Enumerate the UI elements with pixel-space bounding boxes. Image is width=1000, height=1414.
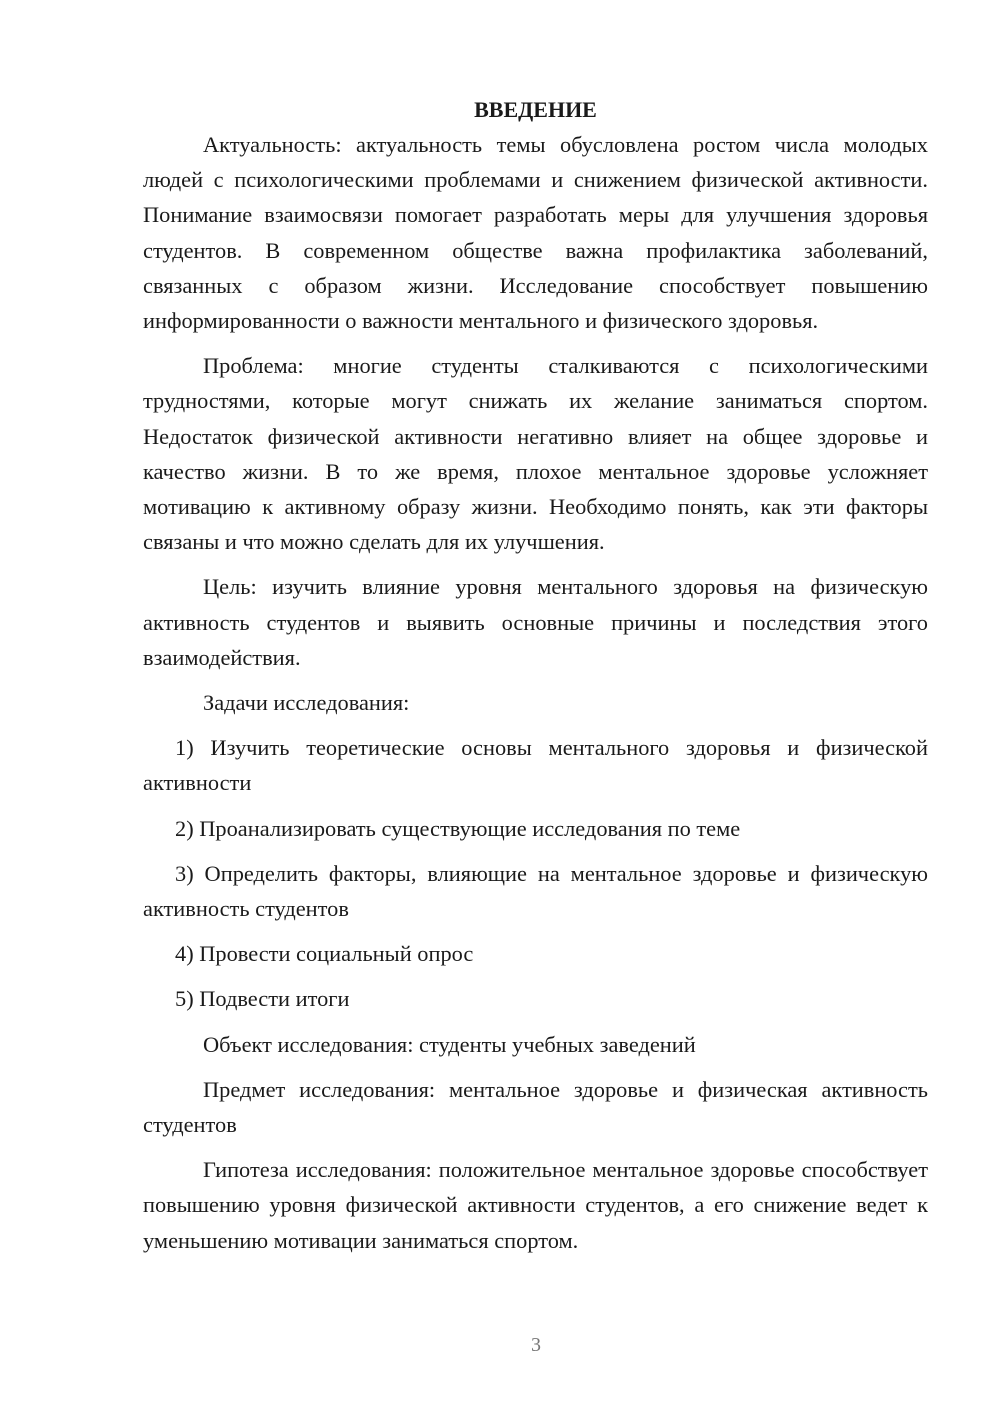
goal-paragraph: Цель: изучить влияние уровня ментального здоровья на физическую активность студентов и выявить основные причины и последствия этого взаимодействия. <box>143 574 928 670</box>
problem-paragraph: Проблема: многие студенты сталкиваются с психологическими трудностями, которые могут снижать их желание заниматься спортом. Недостаток физической активности негативно влияет на общее здоровье и качество жизни. В то же время, плохое ментальное здоровье усложняет мотивацию к активному образу жизни. Необходимо понять, как эти факторы связаны и что можно сделать для их улучшения. <box>143 353 928 555</box>
page-number: 3 <box>531 1334 541 1356</box>
tasks-heading: Задачи исследования: <box>203 690 410 716</box>
task-item: 5) Подвести итоги <box>175 986 350 1012</box>
document-page <box>143 92 928 1268</box>
page-title: ВВЕДЕНИЕ <box>474 97 597 122</box>
relevance-paragraph: Актуальность: актуальность темы обусловлена ростом числа молодых людей с психологическими проблемами и снижением физической активности. Понимание взаимосвязи помогает разработать меры для улучшения здоровья студентов. В современном обществе важна профилактика заболеваний, связанных с образом жизни. Исследование способствует повышению информированности о важности ментального и физического здоровья. <box>143 132 928 334</box>
task-item: 2) Проанализировать существующие исследования по теме <box>175 815 741 841</box>
task-item: 1) Изучить теоретические основы ментального здоровья и физической активности <box>143 735 928 796</box>
task-item: 4) Провести социальный опрос <box>175 941 474 967</box>
subject-paragraph: Предмет исследования: ментальное здоровье и физическая активность студентов <box>143 1076 928 1138</box>
object-paragraph: Объект исследования: студенты учебных заведений <box>203 1031 696 1057</box>
task-item: 3) Определить факторы, влияющие на ментальное здоровье и физическую активность студентов <box>143 860 928 922</box>
hypothesis-paragraph: Гипотеза исследования: положительное ментальное здоровье способствует повышению уровня физической активности студентов, а его снижение ведет к уменьшению мотивации заниматься спортом. <box>143 1157 928 1253</box>
